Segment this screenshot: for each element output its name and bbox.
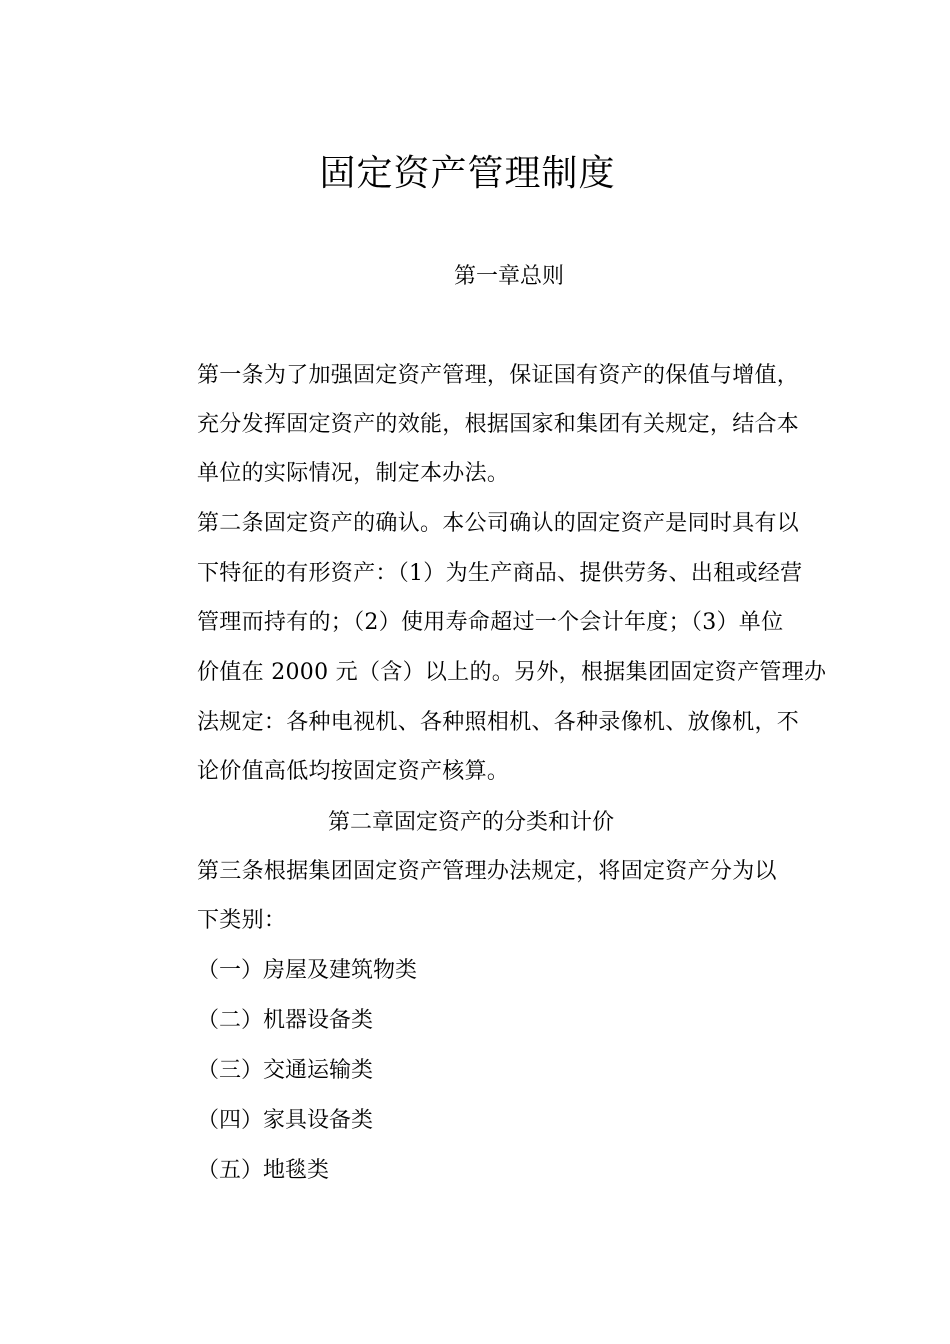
- article-2-line: 第二条固定资产的确认。本公司确认的固定资产是同时具有以: [197, 511, 800, 536]
- category-item: （三）交通运输类: [197, 1058, 374, 1083]
- article-2-line: 下特征的有形资产：（1）为生产商品、提供劳务、出租或经营: [197, 561, 803, 586]
- category-item: （二）机器设备类: [197, 1008, 374, 1033]
- article-2-line: 管理而持有的；（2）使用寿命超过一个会计年度；（3）单位: [197, 610, 784, 635]
- article-3-line: 下类别：: [197, 908, 287, 933]
- article-1-line: 充分发挥固定资产的效能，根据国家和集团有关规定，结合本: [197, 412, 800, 437]
- article-3-line: 第三条根据集团固定资产管理办法规定，将固定资产分为以: [197, 859, 777, 884]
- chapter-1-heading: 第一章总则: [454, 264, 565, 289]
- article-1-line: 单位的实际情况，制定本办法。: [197, 461, 510, 486]
- category-item: （一）房屋及建筑物类: [197, 958, 418, 983]
- article-2-line: 价值在 2000 元（含）以上的。另外，根据集团固定资产管理办: [197, 660, 827, 685]
- article-1-line: 第一条为了加强固定资产管理，保证国有资产的保值与增值，: [197, 363, 800, 388]
- article-2-line: 论价值高低均按固定资产核算。: [197, 759, 510, 784]
- category-item: （四）家具设备类: [197, 1108, 374, 1133]
- article-2-line: 法规定：各种电视机、各种照相机、各种录像机、放像机，不: [197, 710, 800, 735]
- category-item: （五）地毯类: [197, 1158, 330, 1183]
- document-title: 固定资产管理制度: [319, 153, 616, 194]
- chapter-2-heading: 第二章固定资产的分类和计价: [328, 810, 615, 835]
